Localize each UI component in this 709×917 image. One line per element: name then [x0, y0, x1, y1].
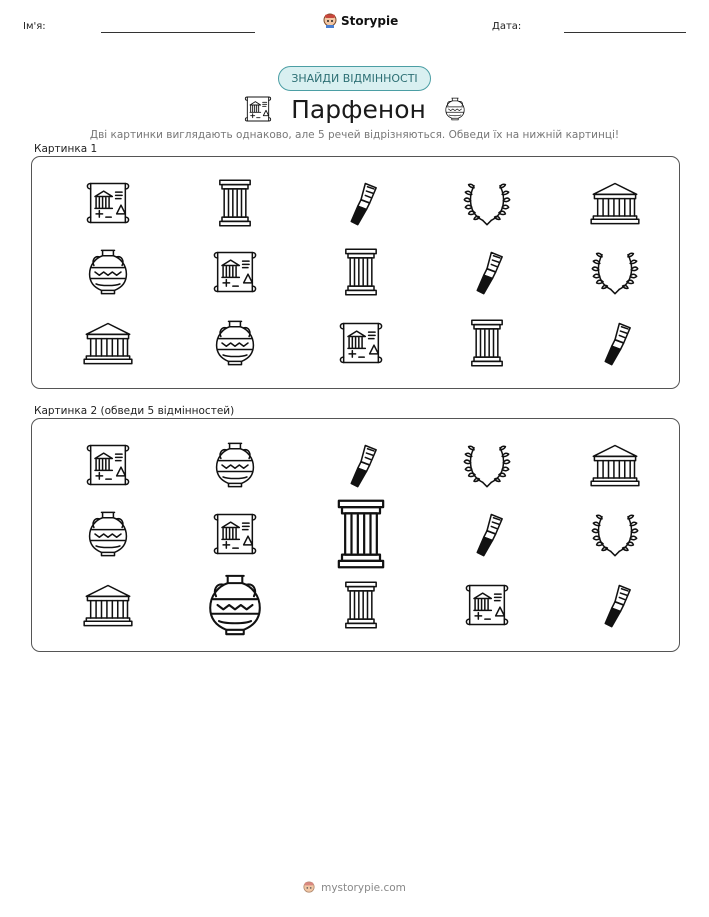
column-icon[interactable]: [335, 579, 387, 631]
instructions: Дві картинки виглядають однаково, але 5 речей відрізняються. Обведи їх на нижній картинці!: [89, 129, 620, 141]
chisel-icon: [589, 317, 641, 369]
blueprint-icon: [82, 177, 134, 229]
blueprint-icon[interactable]: [209, 508, 261, 560]
brand-logo: [323, 13, 398, 28]
chisel-icon: [461, 246, 513, 298]
name-field[interactable]: [101, 32, 255, 33]
name-label: Ім'я:: [23, 21, 46, 32]
blueprint-icon: [209, 246, 261, 298]
picture-2-panel[interactable]: [31, 418, 680, 652]
title-row: [0, 91, 709, 127]
footer: [0, 881, 709, 894]
column-icon: [461, 317, 513, 369]
vase-icon: [82, 246, 134, 298]
panel2-label: Картинка 2 (обведи 5 відмінностей): [34, 405, 235, 417]
temple-icon[interactable]: [589, 439, 641, 491]
blueprint-icon[interactable]: [82, 439, 134, 491]
temple-icon[interactable]: [82, 579, 134, 631]
find-differences-badge: ЗНАЙДИ ВІДМІННОСТІ: [278, 66, 431, 91]
chisel-icon: [335, 177, 387, 229]
laurel-icon: [461, 177, 513, 229]
column-icon: [209, 177, 261, 229]
vase-icon[interactable]: [200, 570, 270, 640]
temple-icon: [589, 177, 641, 229]
laurel-icon[interactable]: [461, 439, 513, 491]
laurel-icon: [589, 246, 641, 298]
date-label: Дата:: [492, 21, 522, 32]
vase-icon: [209, 317, 261, 369]
chisel-icon[interactable]: [335, 439, 387, 491]
storypie-mascot-icon: [303, 881, 315, 894]
laurel-icon[interactable]: [589, 508, 641, 560]
blueprint-icon: [241, 93, 275, 125]
footer-url: mystorypie.com: [321, 881, 406, 894]
column-icon[interactable]: [323, 496, 399, 572]
blueprint-icon[interactable]: [461, 579, 513, 631]
storypie-mascot-icon: [323, 13, 337, 28]
picture-1-panel: [31, 156, 680, 389]
brand-name: Storypie: [341, 13, 399, 28]
temple-icon: [82, 317, 134, 369]
vase-icon: [442, 93, 468, 125]
column-icon: [335, 246, 387, 298]
panel1-label: Картинка 1: [34, 143, 98, 155]
date-field[interactable]: [564, 32, 686, 33]
vase-icon[interactable]: [209, 439, 261, 491]
vase-icon[interactable]: [82, 508, 134, 560]
page-title: Парфенон: [291, 94, 426, 124]
chisel-icon[interactable]: [461, 508, 513, 560]
chisel-icon[interactable]: [589, 579, 641, 631]
blueprint-icon: [335, 317, 387, 369]
